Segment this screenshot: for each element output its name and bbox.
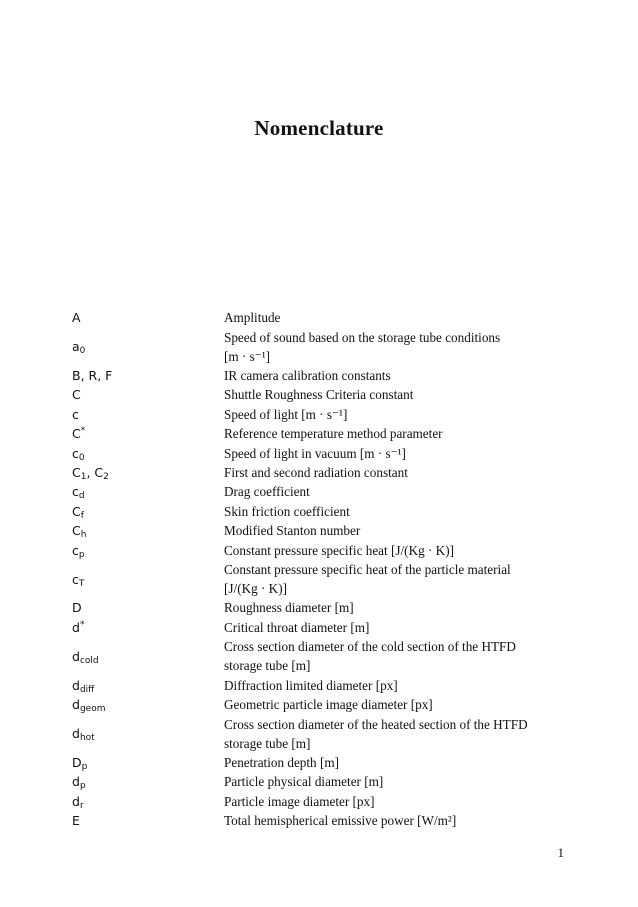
definition-line: [J/(Kg · K)] (224, 581, 287, 597)
symbol: $c_0$ (72, 445, 85, 463)
nomenclature-entry (72, 366, 572, 385)
symbol: $a_0$ (72, 339, 86, 357)
nomenclature-entry (72, 385, 572, 404)
definition (224, 541, 572, 560)
definition (224, 328, 572, 366)
symbol: B, R, F (72, 368, 113, 384)
symbol: $C_f$ (72, 503, 84, 521)
definition (224, 444, 572, 463)
symbol: $C_h$ (72, 523, 87, 541)
definition-line: Particle image diameter [px] (224, 793, 375, 809)
definition (224, 618, 572, 637)
nomenclature-entry (72, 502, 572, 521)
definition-line: [m · s⁻¹] (224, 348, 271, 364)
symbol: $C_1$, $C_2$ (72, 465, 109, 483)
definition-line: IR camera calibration constants (224, 368, 391, 384)
nomenclature-entry (72, 811, 572, 830)
nomenclature-entry (72, 521, 572, 540)
symbol: C (72, 387, 81, 403)
nomenclature-entry (72, 424, 572, 443)
nomenclature-entry (72, 405, 572, 424)
definition (224, 676, 572, 695)
definition (224, 715, 572, 753)
definition-line: First and second radiation constant (224, 465, 408, 481)
definition-line: Reference temperature method parameter (224, 426, 443, 442)
nomenclature-entry (72, 308, 572, 327)
definition (224, 502, 572, 521)
nomenclature-entry (72, 443, 572, 462)
nomenclature-entry (72, 695, 572, 714)
definition-line: Geometric particle image diameter [px] (224, 697, 433, 713)
definition-line: Constant pressure specific heat of the particle material (224, 562, 511, 578)
nomenclature-entry (72, 463, 572, 482)
definition-line: Diffraction limited diameter [px] (224, 677, 398, 693)
symbol: $D_p$ (72, 755, 88, 773)
nomenclature-entry (72, 714, 572, 753)
definition (224, 598, 572, 617)
definition (224, 637, 572, 675)
definition (224, 482, 572, 501)
symbol: $d_{geom}$ (72, 697, 106, 715)
definition (224, 385, 572, 404)
definition (224, 366, 572, 385)
nomenclature-entry (72, 598, 572, 617)
symbol: A (72, 310, 81, 326)
definition-line: Amplitude (224, 310, 281, 326)
nomenclature-entry (72, 327, 572, 366)
nomenclature-entry (72, 792, 572, 811)
definition (224, 424, 572, 443)
definition-line: Total hemispherical emissive power [W/m²] (224, 813, 457, 829)
nomenclature-entry (72, 772, 572, 791)
definition-line: Skin friction coefficient (224, 503, 350, 519)
definition (224, 811, 572, 830)
definition-line: Speed of sound based on the storage tube conditions (224, 329, 501, 345)
symbol: $d_{hot}$ (72, 726, 95, 744)
definition-line: Critical throat diameter [m] (224, 619, 370, 635)
page-number: 1 (557, 845, 564, 860)
definition (224, 792, 572, 811)
definition (224, 695, 572, 714)
nomenclature-entry (72, 618, 572, 637)
symbol: D (72, 600, 82, 616)
symbol: E (72, 813, 80, 829)
definition-line: Particle physical diameter [m] (224, 774, 384, 790)
definition (224, 753, 572, 772)
nomenclature-list (72, 308, 572, 830)
nomenclature-entry (72, 560, 572, 599)
definition-line: Speed of light in vacuum [m · s⁻¹] (224, 445, 406, 461)
nomenclature-entry (72, 676, 572, 695)
symbol: d* (72, 619, 85, 635)
definition-line: storage tube [m] (224, 735, 311, 751)
nomenclature-entry (72, 540, 572, 559)
nomenclature-entry (72, 637, 572, 676)
definition-line: Roughness diameter [m] (224, 600, 354, 616)
definition (224, 308, 572, 327)
symbol: $d_{cold}$ (72, 648, 99, 666)
definition (224, 772, 572, 791)
definition-line: Penetration depth [m] (224, 755, 339, 771)
definition-line: storage tube [m] (224, 658, 311, 674)
definition-line: Speed of light [m · s⁻¹] (224, 406, 348, 422)
definition (224, 560, 572, 598)
definition-line: Cross section diameter of the cold section of the HTFD (224, 639, 516, 655)
definition-line: Constant pressure specific heat [J/(Kg · K)] (224, 542, 454, 558)
page-title: Nomenclature (254, 116, 384, 140)
symbol: $d_{diff}$ (72, 677, 95, 695)
symbol: $c_p$ (72, 542, 85, 560)
symbol: $d_r$ (72, 793, 84, 811)
symbol: C* (72, 426, 86, 442)
nomenclature-entry (72, 482, 572, 501)
symbol: $c_d$ (72, 484, 85, 502)
definition (224, 463, 572, 482)
symbol: c (72, 406, 79, 422)
symbol: $c_T$ (72, 571, 85, 589)
nomenclature-entry (72, 753, 572, 772)
definition-line: Shuttle Roughness Criteria constant (224, 387, 414, 403)
definition-line: Drag coefficient (224, 484, 310, 500)
definition-line: Modified Stanton number (224, 523, 361, 539)
symbol: $d_p$ (72, 774, 86, 792)
definition (224, 521, 572, 540)
definition (224, 405, 572, 424)
definition-line: Cross section diameter of the heated section of the HTFD (224, 716, 528, 732)
